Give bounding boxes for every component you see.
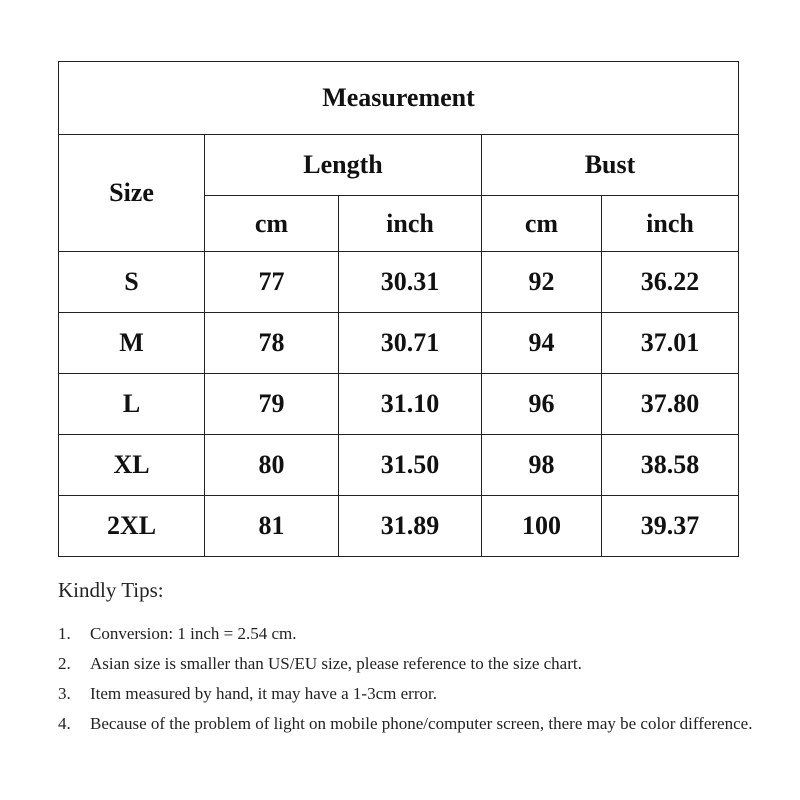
length-inch-cell: 30.71 (339, 313, 482, 374)
length-cm-cell: 77 (205, 252, 339, 313)
table-title: Measurement (59, 62, 739, 135)
bust-cm-cell: 96 (482, 374, 602, 435)
length-inch-cell: 31.89 (339, 496, 482, 557)
length-cm-cell: 79 (205, 374, 339, 435)
tips-title: Kindly Tips: (58, 578, 164, 602)
bust-cm-cell: 100 (482, 496, 602, 557)
group-header-row (59, 135, 739, 196)
unit-header: cm (205, 196, 339, 252)
tip-text: Conversion: 1 inch = 2.54 cm. (90, 624, 297, 643)
size-header: Size (59, 135, 205, 252)
length-header: Length (205, 135, 482, 196)
kindly-tips (58, 578, 768, 739)
bust-inch-cell: 36.22 (602, 252, 739, 313)
bust-inch-cell: 37.80 (602, 374, 739, 435)
size-cell: XL (59, 435, 205, 496)
size-cell: 2XL (59, 496, 205, 557)
bust-cm-cell: 92 (482, 252, 602, 313)
tip-text: Item measured by hand, it may have a 1-3cm error. (90, 684, 437, 703)
list-item (58, 709, 768, 739)
length-cm-cell: 81 (205, 496, 339, 557)
size-chart-table (58, 61, 739, 557)
list-item (58, 679, 768, 709)
tip-text: Asian size is smaller than US/EU size, please reference to the size chart. (90, 654, 582, 673)
table-row (59, 435, 739, 496)
bust-inch-cell: 39.37 (602, 496, 739, 557)
table-row (59, 496, 739, 557)
length-inch-cell: 31.50 (339, 435, 482, 496)
bust-header: Bust (482, 135, 739, 196)
tip-number: 4. (58, 714, 71, 733)
tip-number: 1. (58, 624, 71, 643)
unit-header: inch (339, 196, 482, 252)
tip-number: 2. (58, 654, 71, 673)
length-cm-cell: 78 (205, 313, 339, 374)
bust-inch-cell: 37.01 (602, 313, 739, 374)
tip-text: Because of the problem of light on mobile phone/computer screen, there may be color difference. (90, 714, 753, 733)
unit-header: cm (482, 196, 602, 252)
tips-list (58, 619, 768, 739)
tip-number: 3. (58, 684, 71, 703)
table-row (59, 374, 739, 435)
table-row (59, 252, 739, 313)
bust-cm-cell: 94 (482, 313, 602, 374)
size-cell: M (59, 313, 205, 374)
list-item (58, 649, 768, 679)
title-row (59, 62, 739, 135)
size-cell: S (59, 252, 205, 313)
table-row (59, 313, 739, 374)
length-inch-cell: 31.10 (339, 374, 482, 435)
bust-cm-cell: 98 (482, 435, 602, 496)
length-cm-cell: 80 (205, 435, 339, 496)
length-inch-cell: 30.31 (339, 252, 482, 313)
unit-header: inch (602, 196, 739, 252)
list-item (58, 619, 768, 649)
size-cell: L (59, 374, 205, 435)
bust-inch-cell: 38.58 (602, 435, 739, 496)
